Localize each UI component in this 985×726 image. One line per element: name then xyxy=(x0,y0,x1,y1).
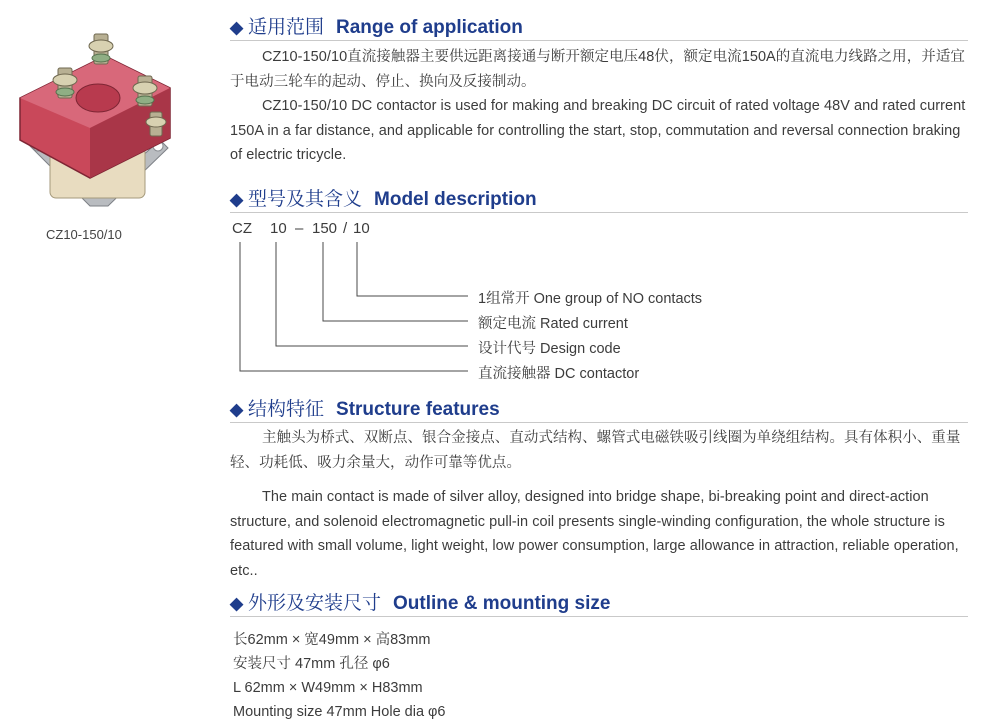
heading-en: Outline & mounting size xyxy=(393,593,611,614)
paragraph-zh: 主触头为桥式、双断点、银合金接点、直动式结构、螺管式电磁铁吸引线圈为单绕组结构。具有体积小、重量轻、功耗低、吸力余量大，动作可靠等优点。 xyxy=(230,430,961,471)
mounting-zh: 安装尺寸 47mm 孔径 φ6 xyxy=(233,656,390,672)
section-heading xyxy=(230,394,970,420)
diamond-bullet-icon: ◆ xyxy=(230,594,244,613)
divider xyxy=(230,40,968,41)
code-current: 150 xyxy=(312,220,338,237)
dimensions-zh: 长62mm × 宽49mm × 高83mm xyxy=(233,632,431,648)
code-series: CZ xyxy=(232,220,252,237)
section-outline xyxy=(230,588,970,614)
legend-dc-contactor: 直流接触器 DC contactor xyxy=(478,366,640,382)
paragraph-en: The main contact is made of silver alloy, designed into bridge shape, bi-breaking point and direct-action structure, and solenoid electromagnetic pull-in coil presents single-winding configuration, the whole structure is featured with small volume, light weight, low power consumption, large allowance in attraction, reliable operation, etc.. xyxy=(230,489,959,579)
product-caption: CZ10-150/10 xyxy=(46,227,122,242)
code-contacts: 10 xyxy=(353,220,370,237)
divider xyxy=(230,212,968,213)
mounting-en: Mounting size 47mm Hole dia φ6 xyxy=(233,704,446,720)
heading-zh: 适用范围 xyxy=(248,17,325,38)
paragraph-zh: CZ10-150/10直流接触器主要供远距离接通与断开额定电压48伏，额定电流150A的直流电力线路之用，并适宜于电动三轮车的起动、停止、换向及反接制动。 xyxy=(230,49,965,90)
legend-contacts: 1组常开 One group of NO contacts xyxy=(478,291,703,307)
legend-design-code: 设计代号 Design code xyxy=(478,341,621,357)
diamond-bullet-icon: ◆ xyxy=(230,18,244,37)
heading-en: Range of application xyxy=(336,17,523,38)
code-design: 10 xyxy=(270,220,287,237)
section-heading xyxy=(230,184,970,210)
divider xyxy=(230,422,968,423)
heading-en: Model description xyxy=(374,189,537,210)
heading-en: Structure features xyxy=(336,399,500,420)
section-structure xyxy=(230,394,970,583)
paragraph-en: CZ10-150/10 DC contactor is used for making and breaking DC circuit of rated voltage 48V and rated current 150A in a far distance, and applicable for controlling the start, stop, commutation and reversal connection braking of electric tricycle. xyxy=(230,98,966,163)
legend-rated-current: 额定电流 Rated current xyxy=(478,316,628,332)
code-slash: / xyxy=(343,220,348,237)
dimensions-en: L 62mm × W49mm × H83mm xyxy=(233,680,423,696)
contactor-product-image xyxy=(10,28,180,218)
heading-zh: 外形及安装尺寸 xyxy=(248,593,382,614)
section-heading xyxy=(230,588,970,614)
section-heading xyxy=(230,12,970,38)
section-application xyxy=(230,12,970,168)
section-model xyxy=(230,184,970,210)
heading-zh: 型号及其含义 xyxy=(248,189,363,210)
divider xyxy=(230,616,968,617)
diamond-bullet-icon: ◆ xyxy=(230,400,244,419)
heading-zh: 结构特征 xyxy=(248,399,325,420)
diamond-bullet-icon: ◆ xyxy=(230,190,244,209)
code-dash: – xyxy=(295,220,304,237)
